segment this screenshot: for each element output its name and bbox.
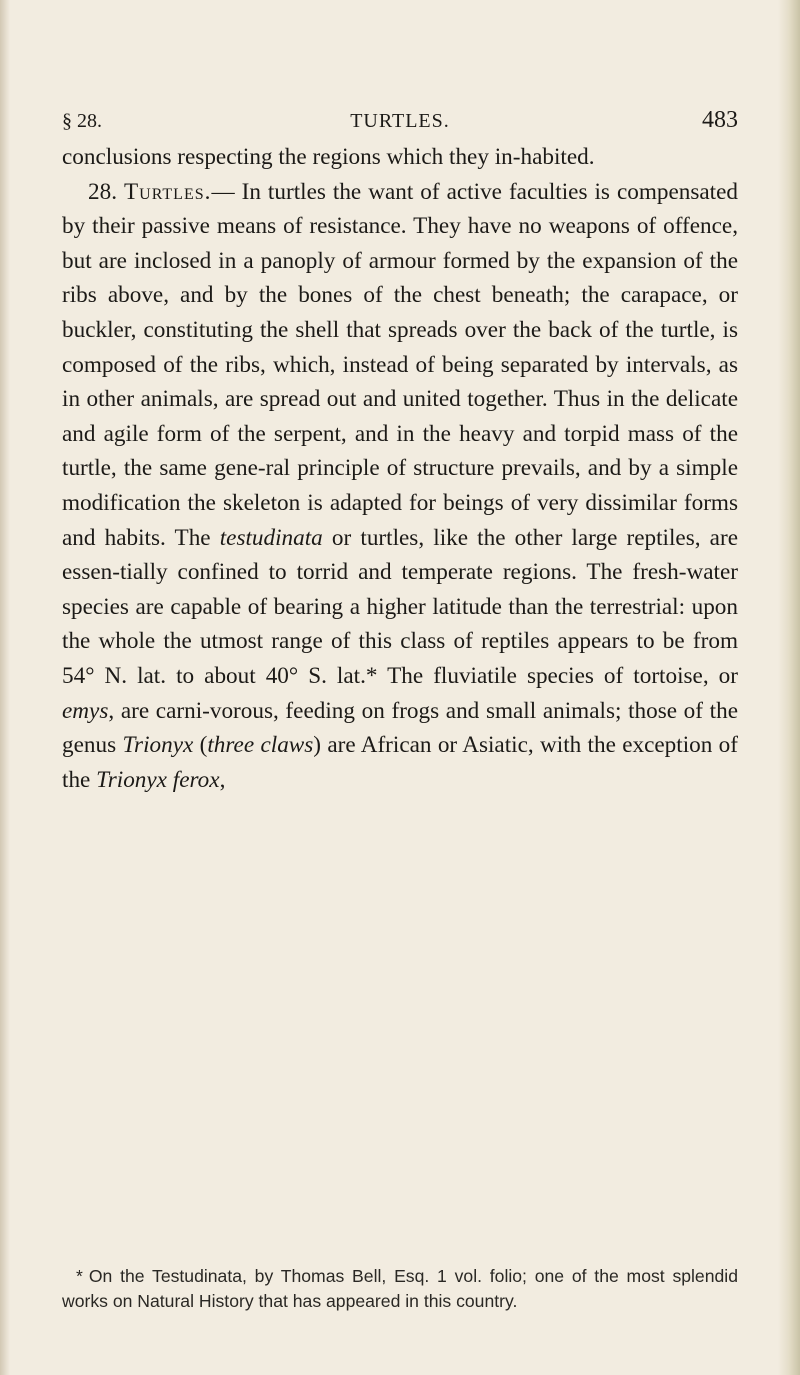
heading-dash: — [211, 178, 242, 205]
paragraph-number: 28. [88, 178, 117, 205]
page-edge-left [0, 0, 10, 1375]
running-head [62, 107, 738, 140]
italic-term: emys [62, 697, 109, 724]
text-run: , [219, 766, 226, 793]
page-edge-right [778, 0, 800, 1375]
text-run: , are carni-vorous, feeding on frogs and small animals; those of the genus [62, 697, 738, 759]
paragraph-turtles [62, 175, 738, 798]
paragraph-continuation: conclusions respecting the regions which they in-habited. [62, 144, 595, 170]
paragraph-heading: Turtles. [123, 178, 212, 205]
text-run: ) are African or Asiatic, with the exception of the [62, 732, 738, 793]
page-number: 483 [702, 107, 738, 133]
italic-term: Trionyx [122, 732, 194, 759]
section-number: § 28. [62, 110, 102, 132]
text-run: ( [193, 732, 208, 759]
text-run: or turtles, like the other large reptiles, are essen-tially confined to torrid and temperate regions. The fresh-water species are capable of bearing a higher latitude than the terrestrial: upon the whole the utmost range of this class of reptiles appears to be from 54° N. lat. to about 40° S. lat.* The fluviatile species of tortoise, or [62, 524, 738, 689]
footnote [62, 1264, 738, 1314]
body-text [62, 140, 738, 797]
italic-term: three claws [207, 732, 314, 759]
footnote-marker: * [76, 1266, 83, 1286]
running-title: TURTLES. [350, 110, 450, 132]
text-run: In turtles the want of active faculties is compensated by their passive means of resistance. They have no weapons of offence, but are inclosed in a panoply of armour formed by the expansion of the ribs above, and by the bones of the chest beneath; the carapace, or buckler, constituting the shell that spreads over the back of the turtle, is composed of the ribs, which, instead of being separated by intervals, as in other animals, are spread out and united together. Thus in the delicate and agile form of the serpent, and in the heavy and torpid mass of the turtle, the same gene-ral principle of structure prevails, and by a simple modification the skeleton is adapted for beings of very dissimilar forms and habits. The [62, 178, 738, 551]
italic-term: Trionyx ferox [96, 766, 220, 793]
footnote-text: On the Testudinata, by Thomas Bell, Esq. 1 vol. folio; one of the most splendid works on Natural History that has appeared in this country. [62, 1266, 738, 1311]
italic-term: testudinata [219, 524, 323, 551]
